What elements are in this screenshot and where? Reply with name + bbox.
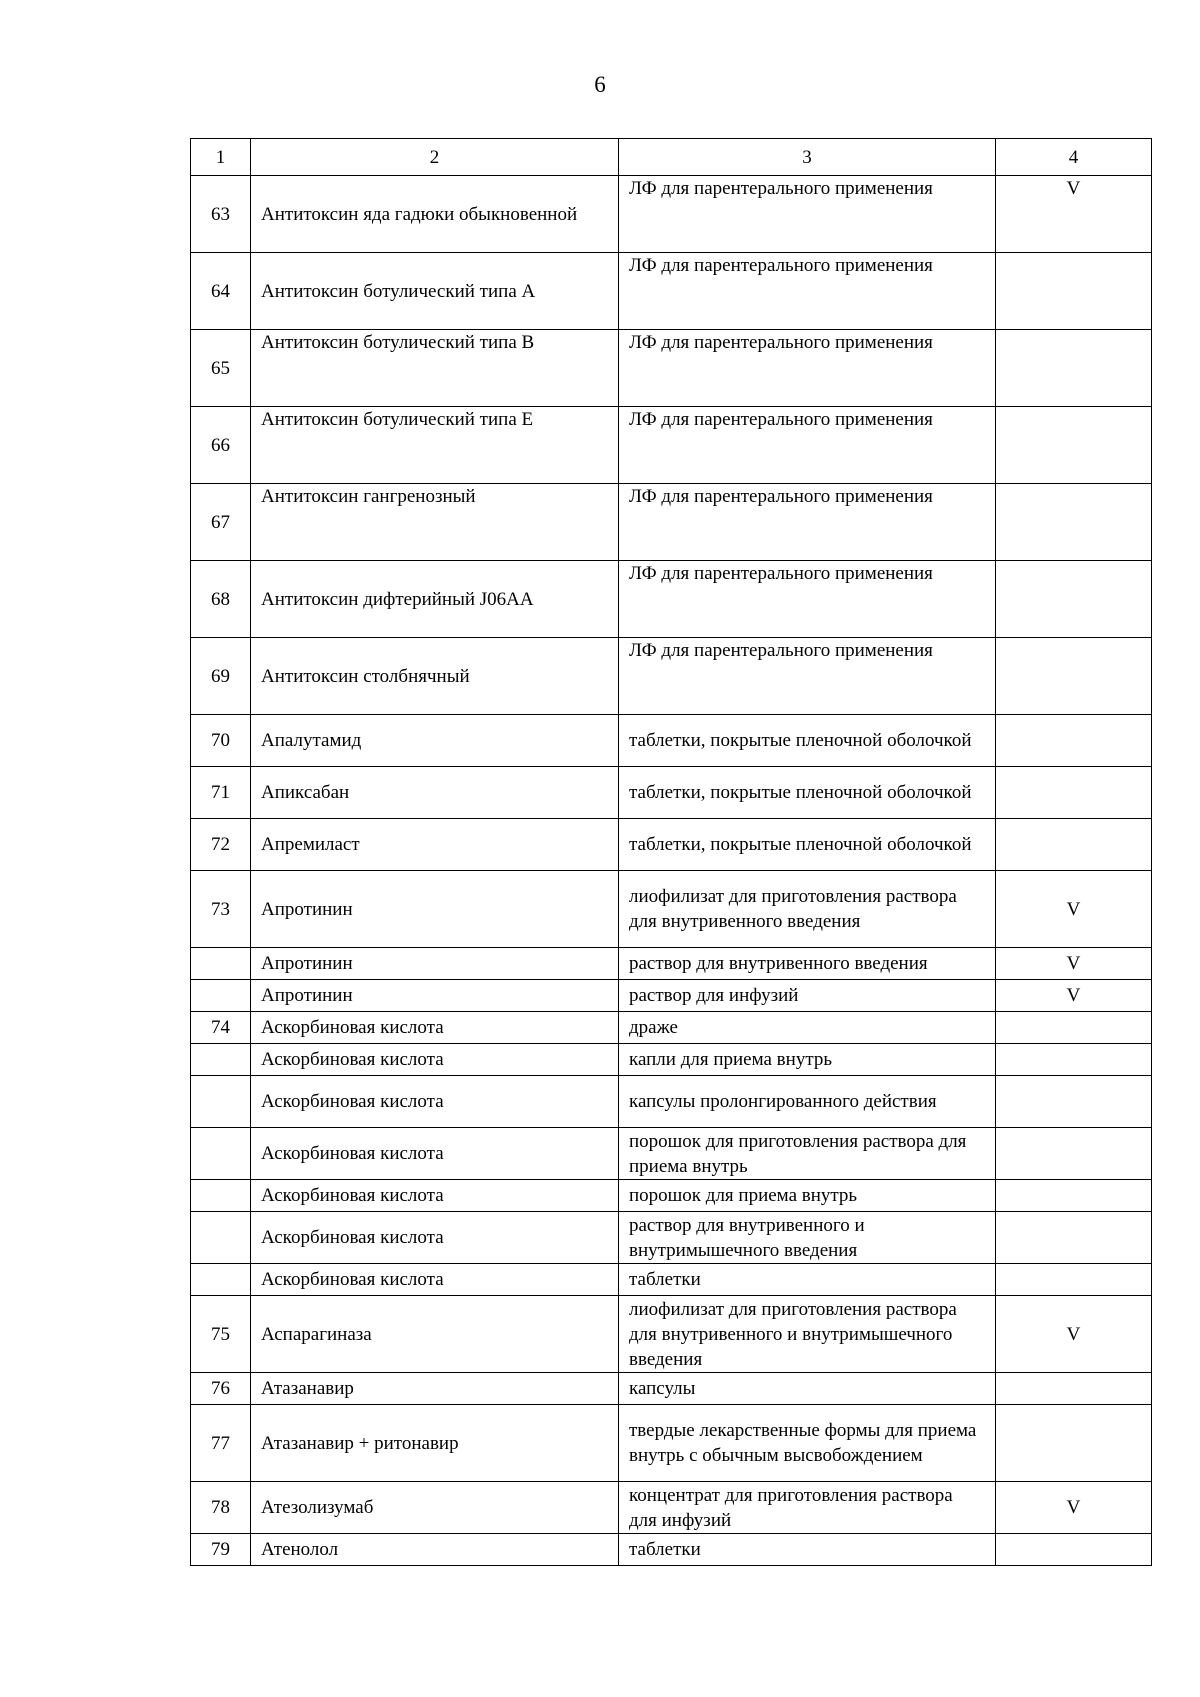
dosage-form: твердые лекарственные формы для приема внутрь с обычным высвобождением	[619, 1405, 996, 1482]
row-number: 68	[191, 561, 251, 638]
drug-table	[190, 138, 1152, 1566]
column-header: 4	[996, 139, 1152, 176]
table-row	[191, 980, 1152, 1012]
table-row	[191, 1128, 1152, 1180]
dosage-form: ЛФ для парентерального применения	[619, 407, 996, 484]
row-number	[191, 1128, 251, 1180]
row-number	[191, 1212, 251, 1264]
drug-name: Антитоксин столбнячный	[251, 638, 619, 715]
vital-mark	[996, 1044, 1152, 1076]
row-number: 66	[191, 407, 251, 484]
vital-mark: V	[996, 980, 1152, 1012]
table-header-row	[191, 139, 1152, 176]
table-row	[191, 819, 1152, 871]
dosage-form: ЛФ для парентерального применения	[619, 253, 996, 330]
vital-mark: V	[996, 871, 1152, 948]
row-number: 64	[191, 253, 251, 330]
drug-name: Антитоксин ботулический типа Е	[251, 407, 619, 484]
table-row	[191, 561, 1152, 638]
vital-mark	[996, 1180, 1152, 1212]
column-header: 3	[619, 139, 996, 176]
vital-mark	[996, 767, 1152, 819]
dosage-form: раствор для инфузий	[619, 980, 996, 1012]
table-row	[191, 253, 1152, 330]
drug-name: Антитоксин гангренозный	[251, 484, 619, 561]
dosage-form: капсулы пролонгированного действия	[619, 1076, 996, 1128]
vital-mark	[996, 1405, 1152, 1482]
page-number: 6	[594, 72, 606, 97]
row-number	[191, 1044, 251, 1076]
dosage-form: лиофилизат для приготовления раствора для внутривенного и внутримышечного введения	[619, 1296, 996, 1373]
dosage-form: раствор для внутривенного и внутримышечного введения	[619, 1212, 996, 1264]
vital-mark	[996, 1012, 1152, 1044]
drug-name: Антитоксин ботулический типа А	[251, 253, 619, 330]
vital-mark	[996, 819, 1152, 871]
row-number: 70	[191, 715, 251, 767]
drug-name: Аскорбиновая кислота	[251, 1180, 619, 1212]
table-row	[191, 407, 1152, 484]
row-number: 72	[191, 819, 251, 871]
row-number: 75	[191, 1296, 251, 1373]
dosage-form: раствор для внутривенного введения	[619, 948, 996, 980]
drug-name: Аскорбиновая кислота	[251, 1212, 619, 1264]
table-row	[191, 1296, 1152, 1373]
drug-name: Аскорбиновая кислота	[251, 1044, 619, 1076]
row-number	[191, 1076, 251, 1128]
vital-mark	[996, 253, 1152, 330]
dosage-form: таблетки	[619, 1534, 996, 1566]
table-row	[191, 484, 1152, 561]
dosage-form: ЛФ для парентерального применения	[619, 484, 996, 561]
row-number	[191, 1180, 251, 1212]
vital-mark	[996, 1128, 1152, 1180]
row-number: 79	[191, 1534, 251, 1566]
drug-name: Атазанавир + ритонавир	[251, 1405, 619, 1482]
dosage-form: порошок для приготовления раствора для приема внутрь	[619, 1128, 996, 1180]
drug-name: Атезолизумаб	[251, 1482, 619, 1534]
drug-name: Аскорбиновая кислота	[251, 1264, 619, 1296]
drug-name: Аскорбиновая кислота	[251, 1076, 619, 1128]
table-row	[191, 1482, 1152, 1534]
dosage-form: таблетки, покрытые пленочной оболочкой	[619, 819, 996, 871]
dosage-form: концентрат для приготовления раствора для инфузий	[619, 1482, 996, 1534]
row-number: 76	[191, 1373, 251, 1405]
vital-mark	[996, 1534, 1152, 1566]
drug-name: Апротинин	[251, 980, 619, 1012]
vital-mark	[996, 638, 1152, 715]
table-row	[191, 1044, 1152, 1076]
row-number	[191, 980, 251, 1012]
table-row	[191, 638, 1152, 715]
drug-name: Апротинин	[251, 871, 619, 948]
drug-name: Апротинин	[251, 948, 619, 980]
drug-name: Аскорбиновая кислота	[251, 1012, 619, 1044]
dosage-form: драже	[619, 1012, 996, 1044]
vital-mark: V	[996, 1296, 1152, 1373]
dosage-form: порошок для приема внутрь	[619, 1180, 996, 1212]
column-header: 2	[251, 139, 619, 176]
row-number	[191, 948, 251, 980]
dosage-form: ЛФ для парентерального применения	[619, 176, 996, 253]
table-row	[191, 1264, 1152, 1296]
vital-mark	[996, 1076, 1152, 1128]
row-number: 67	[191, 484, 251, 561]
table-row	[191, 948, 1152, 980]
table-row	[191, 1076, 1152, 1128]
table-row	[191, 1373, 1152, 1405]
vital-mark	[996, 561, 1152, 638]
row-number: 77	[191, 1405, 251, 1482]
dosage-form: капсулы	[619, 1373, 996, 1405]
dosage-form: таблетки	[619, 1264, 996, 1296]
row-number: 73	[191, 871, 251, 948]
vital-mark	[996, 715, 1152, 767]
drug-name: Аспарагиназа	[251, 1296, 619, 1373]
vital-mark: V	[996, 176, 1152, 253]
drug-name: Антитоксин ботулический типа В	[251, 330, 619, 407]
row-number: 63	[191, 176, 251, 253]
table-row	[191, 1212, 1152, 1264]
drug-name: Апремиласт	[251, 819, 619, 871]
dosage-form: ЛФ для парентерального применения	[619, 638, 996, 715]
drug-name: Аскорбиновая кислота	[251, 1128, 619, 1180]
drug-name: Апиксабан	[251, 767, 619, 819]
row-number: 78	[191, 1482, 251, 1534]
vital-mark	[996, 407, 1152, 484]
drug-name: Атенолол	[251, 1534, 619, 1566]
drug-name: Атазанавир	[251, 1373, 619, 1405]
drug-name: Апалутамид	[251, 715, 619, 767]
dosage-form: таблетки, покрытые пленочной оболочкой	[619, 767, 996, 819]
vital-mark	[996, 1212, 1152, 1264]
table-row	[191, 715, 1152, 767]
drug-name: Антитоксин яда гадюки обыкновенной	[251, 176, 619, 253]
column-header: 1	[191, 139, 251, 176]
table-row	[191, 1180, 1152, 1212]
dosage-form: таблетки, покрытые пленочной оболочкой	[619, 715, 996, 767]
vital-mark	[996, 484, 1152, 561]
row-number: 71	[191, 767, 251, 819]
table-row	[191, 871, 1152, 948]
row-number: 74	[191, 1012, 251, 1044]
table-row	[191, 1534, 1152, 1566]
vital-mark: V	[996, 1482, 1152, 1534]
vital-mark: V	[996, 948, 1152, 980]
dosage-form: ЛФ для парентерального применения	[619, 330, 996, 407]
table-row	[191, 1012, 1152, 1044]
table-row	[191, 1405, 1152, 1482]
dosage-form: капли для приема внутрь	[619, 1044, 996, 1076]
drug-name: Антитоксин дифтерийный J06AA	[251, 561, 619, 638]
vital-mark	[996, 1264, 1152, 1296]
row-number: 65	[191, 330, 251, 407]
dosage-form: лиофилизат для приготовления раствора для внутривенного введения	[619, 871, 996, 948]
table-row	[191, 767, 1152, 819]
table-row	[191, 176, 1152, 253]
dosage-form: ЛФ для парентерального применения	[619, 561, 996, 638]
table-row	[191, 330, 1152, 407]
vital-mark	[996, 1373, 1152, 1405]
row-number: 69	[191, 638, 251, 715]
vital-mark	[996, 330, 1152, 407]
row-number	[191, 1264, 251, 1296]
